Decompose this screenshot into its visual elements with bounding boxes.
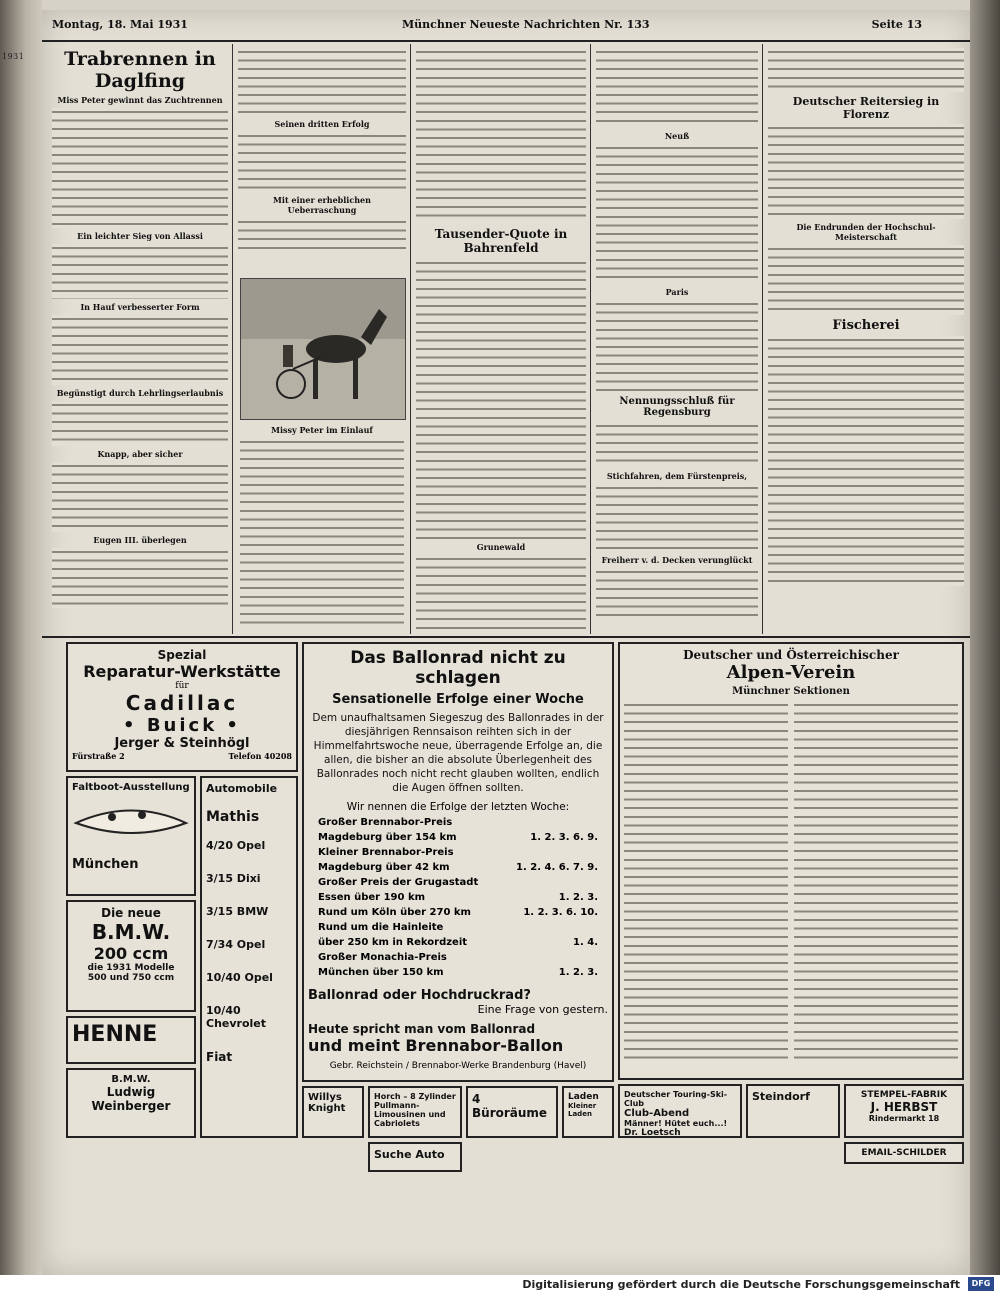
body-text	[52, 401, 228, 446]
ad-text: 200 ccm	[93, 944, 169, 963]
headline-bahrenfeld: Tausender-Quote in Bahrenfeld	[434, 227, 568, 255]
ad-text: Heute spricht man vom Ballonrad	[308, 1022, 536, 1036]
ad-text: EMAIL-SCHILDER	[861, 1148, 947, 1158]
ad-text: Steindorf	[752, 1090, 810, 1103]
ad-section-divider	[42, 636, 970, 638]
page-edge	[970, 0, 1000, 1275]
ad-text: Willys Knight	[308, 1092, 346, 1114]
race-places: 1. 4.	[573, 937, 598, 948]
race-result-row	[318, 965, 598, 980]
ad-text: Horch – 8 Zylinder Pullmann-Limousinen und Cabriolets	[374, 1092, 456, 1128]
page-header	[42, 10, 970, 42]
race-result-row	[318, 875, 598, 890]
race-name: Großer Brennabor-Preis	[318, 817, 453, 828]
column-rule	[590, 44, 591, 634]
body-text	[240, 438, 404, 628]
body-text	[238, 132, 406, 192]
article-column-5	[768, 48, 964, 586]
body-text	[596, 48, 758, 128]
subheading: Knapp, aber sicher	[97, 449, 183, 459]
ad-ballonrad	[302, 642, 614, 1082]
ad-laden	[562, 1086, 614, 1138]
article-trabrennen	[52, 48, 228, 608]
race-result-row	[318, 935, 598, 950]
race-name: Rund um Köln über 270 km	[318, 907, 471, 918]
race-result-row	[318, 860, 598, 875]
ad-buero	[466, 1086, 558, 1138]
ad-cadillac-repair	[66, 642, 298, 772]
ad-text: 3/15 BMW	[206, 905, 269, 918]
ad-willys	[302, 1086, 364, 1138]
ad-bmw-200	[66, 900, 196, 1012]
subheading: Neuß	[664, 131, 690, 141]
body-text	[52, 108, 228, 228]
article-column-2	[238, 48, 406, 252]
header-date: Montag, 18. Mai 1931	[52, 18, 188, 31]
ad-text: München	[72, 857, 139, 872]
race-name: Rund um die Hainleite	[318, 922, 444, 933]
race-result-row	[318, 815, 598, 830]
race-name: Magdeburg über 42 km	[318, 862, 450, 873]
boat-illustration	[72, 793, 190, 853]
ad-automobile-list	[200, 776, 298, 1138]
headline-trabrennen: Trabrennen in Daglfing	[64, 48, 216, 92]
race-name: über 250 km in Rekordzeit	[318, 937, 468, 948]
ad-question: Ballonrad oder Hochdruckrad?	[308, 988, 531, 1003]
ad-email-schilder	[844, 1142, 964, 1164]
ad-text: B.M.W.	[111, 1074, 151, 1085]
ad-text: HENNE	[72, 1022, 158, 1047]
ad-horch	[368, 1086, 462, 1138]
headline-regensburg: Nennungsschluß für Regensburg	[619, 396, 735, 418]
race-result-row	[318, 890, 598, 905]
race-name: Magdeburg über 154 km	[318, 832, 457, 843]
race-name: Essen über 190 km	[318, 892, 426, 903]
ad-text: Suche Auto	[374, 1148, 445, 1161]
ad-faltboot	[66, 776, 196, 896]
body-text	[52, 244, 228, 299]
race-result-row	[318, 920, 598, 935]
body-text	[596, 568, 758, 618]
ad-subtitle: Sensationelle Erfolge einer Woche	[332, 692, 584, 707]
ad-text: Männer! Hütet euch...!	[624, 1119, 728, 1128]
article-column-4	[596, 48, 758, 618]
ad-alpenverein	[618, 642, 964, 1080]
race-result-row	[318, 830, 598, 845]
body-text	[52, 462, 228, 532]
ad-text: Fiat	[206, 1050, 233, 1064]
ad-footer: Gebr. Reichstein / Brennabor-Werke Brandenburg (Havel)	[329, 1061, 587, 1071]
body-text	[238, 48, 406, 116]
ad-text: 500 und 750 ccm	[87, 973, 175, 983]
ad-address: Fürstraße 2	[72, 751, 125, 761]
headline-florenz: Deutscher Reitersieg in Florenz	[792, 95, 940, 121]
body-text	[768, 48, 964, 92]
race-places: 1. 2. 3. 6. 9.	[530, 832, 598, 843]
ad-text: Deutscher Touring-Ski-Club	[624, 1090, 728, 1108]
ad-text: Cadillac	[125, 691, 239, 715]
subheading: Die Endrunden der Hochschul-Meisterschaft	[796, 222, 936, 242]
race-places: 1. 2. 3.	[558, 892, 598, 903]
ad-suche-auto	[368, 1142, 462, 1172]
subheading: Mit einer erheblichen Ueberraschung	[273, 195, 371, 215]
ad-text: 10/40 Opel	[206, 971, 273, 984]
paper-sheet	[42, 10, 970, 1275]
ad-ski-club	[618, 1084, 742, 1138]
ad-text: Faltboot-Ausstellung	[72, 782, 190, 793]
body-text	[768, 124, 964, 219]
subheading: Seinen dritten Erfolg	[274, 119, 370, 129]
race-result-row	[318, 905, 598, 920]
column-rule	[232, 44, 233, 634]
ad-text: für	[175, 681, 189, 691]
subheading: Eugen III. überlegen	[93, 535, 187, 545]
ad-text: Jerger & Steinhögl	[114, 736, 250, 751]
body-text	[596, 144, 758, 284]
ad-text: 7/34 Opel	[206, 938, 266, 951]
header-page-number: Seite 13	[871, 18, 922, 31]
ad-text: Reparatur-Werkstätte	[83, 662, 281, 681]
ad-text: Rindermarkt 18	[868, 1114, 940, 1123]
ad-text: die 1931 Modelle	[87, 963, 175, 973]
body-text	[596, 484, 758, 552]
header-masthead: Münchner Neueste Nachrichten Nr. 133	[402, 18, 650, 31]
race-name: Großer Preis der Grugastadt	[318, 877, 479, 888]
ad-text: Club-Abend	[624, 1108, 690, 1119]
ad-text: • Buick •	[123, 715, 241, 736]
ad-text: Alpen-Verein	[726, 662, 856, 683]
ad-intro: Wir nennen die Erfolge der letzten Woche:	[346, 801, 570, 813]
ad-phone: Telefon 40208	[228, 751, 292, 761]
ad-stempelfabrik	[844, 1084, 964, 1138]
subheading: Ein leichter Sieg von Allassi	[77, 231, 203, 241]
race-result-row	[318, 845, 598, 860]
subheading: Stichfahren, dem Fürstenpreis,	[606, 471, 748, 481]
ad-steindorf	[746, 1084, 840, 1138]
body-text	[416, 555, 586, 635]
body-text	[768, 336, 964, 586]
body-text	[794, 701, 958, 1061]
ad-text: Dr. Loetsch	[624, 1128, 681, 1138]
article-column-3	[416, 48, 586, 635]
race-places: 1. 2. 3.	[558, 967, 598, 978]
ad-text: Ludwig Weinberger	[91, 1085, 171, 1113]
ad-text: 3/15 Dixi	[206, 872, 261, 885]
body-text	[238, 218, 406, 252]
body-text	[768, 245, 964, 315]
body-text	[596, 300, 758, 392]
race-name: Kleiner Brennabor-Preis	[318, 847, 454, 858]
ad-text: Deutscher und Österreichischer	[683, 648, 899, 662]
subheadline: Miss Peter gewinnt das Zuchtrennen	[57, 95, 223, 105]
spine-year: 1931	[2, 52, 25, 61]
ad-text: Laden	[568, 1092, 599, 1102]
ad-text: 10/40 Chevrolet	[206, 1004, 267, 1030]
column-rule	[410, 44, 411, 634]
body-text	[416, 259, 586, 539]
ad-text: Kleiner Laden	[568, 1102, 597, 1118]
race-places: 1. 2. 4. 6. 7. 9.	[516, 862, 598, 873]
book-binding	[0, 0, 42, 1275]
headline-fischerei: Fischerei	[832, 318, 900, 333]
body-text	[624, 701, 788, 1061]
body-text	[596, 422, 758, 468]
footer-text: Digitalisierung gefördert durch die Deutsche Forschungsgemeinschaft	[522, 1278, 960, 1291]
horse-race-photo	[240, 278, 406, 420]
column-rule	[762, 44, 763, 634]
subheading: Begünstigt durch Lehrlingserlaubnis	[56, 388, 224, 398]
subheading: Freiherr v. d. Decken verunglückt	[601, 555, 753, 565]
body-text	[416, 48, 586, 223]
ad-text: Automobile	[206, 782, 278, 795]
ad-text: 4 Büroräume	[472, 1092, 548, 1120]
race-name: Großer Monachia-Preis	[318, 952, 447, 963]
ad-text: Münchner Sektionen	[732, 686, 850, 697]
horse-sulky-illustration	[241, 279, 405, 419]
ad-weinberger	[66, 1068, 196, 1138]
ad-text: Mathis	[206, 809, 260, 825]
subheading: Grunewald	[476, 542, 526, 552]
ad-title: Das Ballonrad nicht zu schlagen	[350, 648, 566, 688]
photo-caption: Missy Peter im Einlauf	[271, 425, 373, 435]
ad-text: 4/20 Opel	[206, 839, 266, 852]
race-result-row	[318, 950, 598, 965]
race-places: 1. 2. 3. 6. 10.	[523, 907, 598, 918]
ad-text: und meint Brennabor-Ballon	[308, 1036, 564, 1055]
race-name: München über 150 km	[318, 967, 444, 978]
ad-text: Spezial	[157, 648, 207, 662]
digitization-footer	[0, 1275, 1000, 1295]
dfg-logo: DFG	[968, 1277, 994, 1291]
ad-text: B.M.W.	[91, 920, 171, 944]
body-text	[52, 548, 228, 608]
ad-text: STEMPEL-FABRIK	[860, 1090, 948, 1100]
ad-text: Die neue	[101, 906, 161, 920]
ad-answer: Eine Frage von gestern.	[477, 1003, 608, 1016]
race-results-list	[308, 815, 608, 980]
ad-body: Dem unaufhaltsamen Siegeszug des Ballonrades in der diesjährigen Rennsaison reihten sich in der Himmelfahrtswoche neue, überragende Erfolge an, die allen, die bisher an die absolute Überlegenheit des Ballonrades noch nicht recht glauben wollten, endlich die Augen öffnen sollten.	[312, 712, 604, 794]
subheading: Paris	[665, 287, 689, 297]
subheading: In Hauf verbesserter Form	[80, 302, 200, 312]
body-text	[52, 315, 228, 385]
ad-text: J. HERBST	[870, 1100, 938, 1114]
ad-henne	[66, 1016, 196, 1064]
